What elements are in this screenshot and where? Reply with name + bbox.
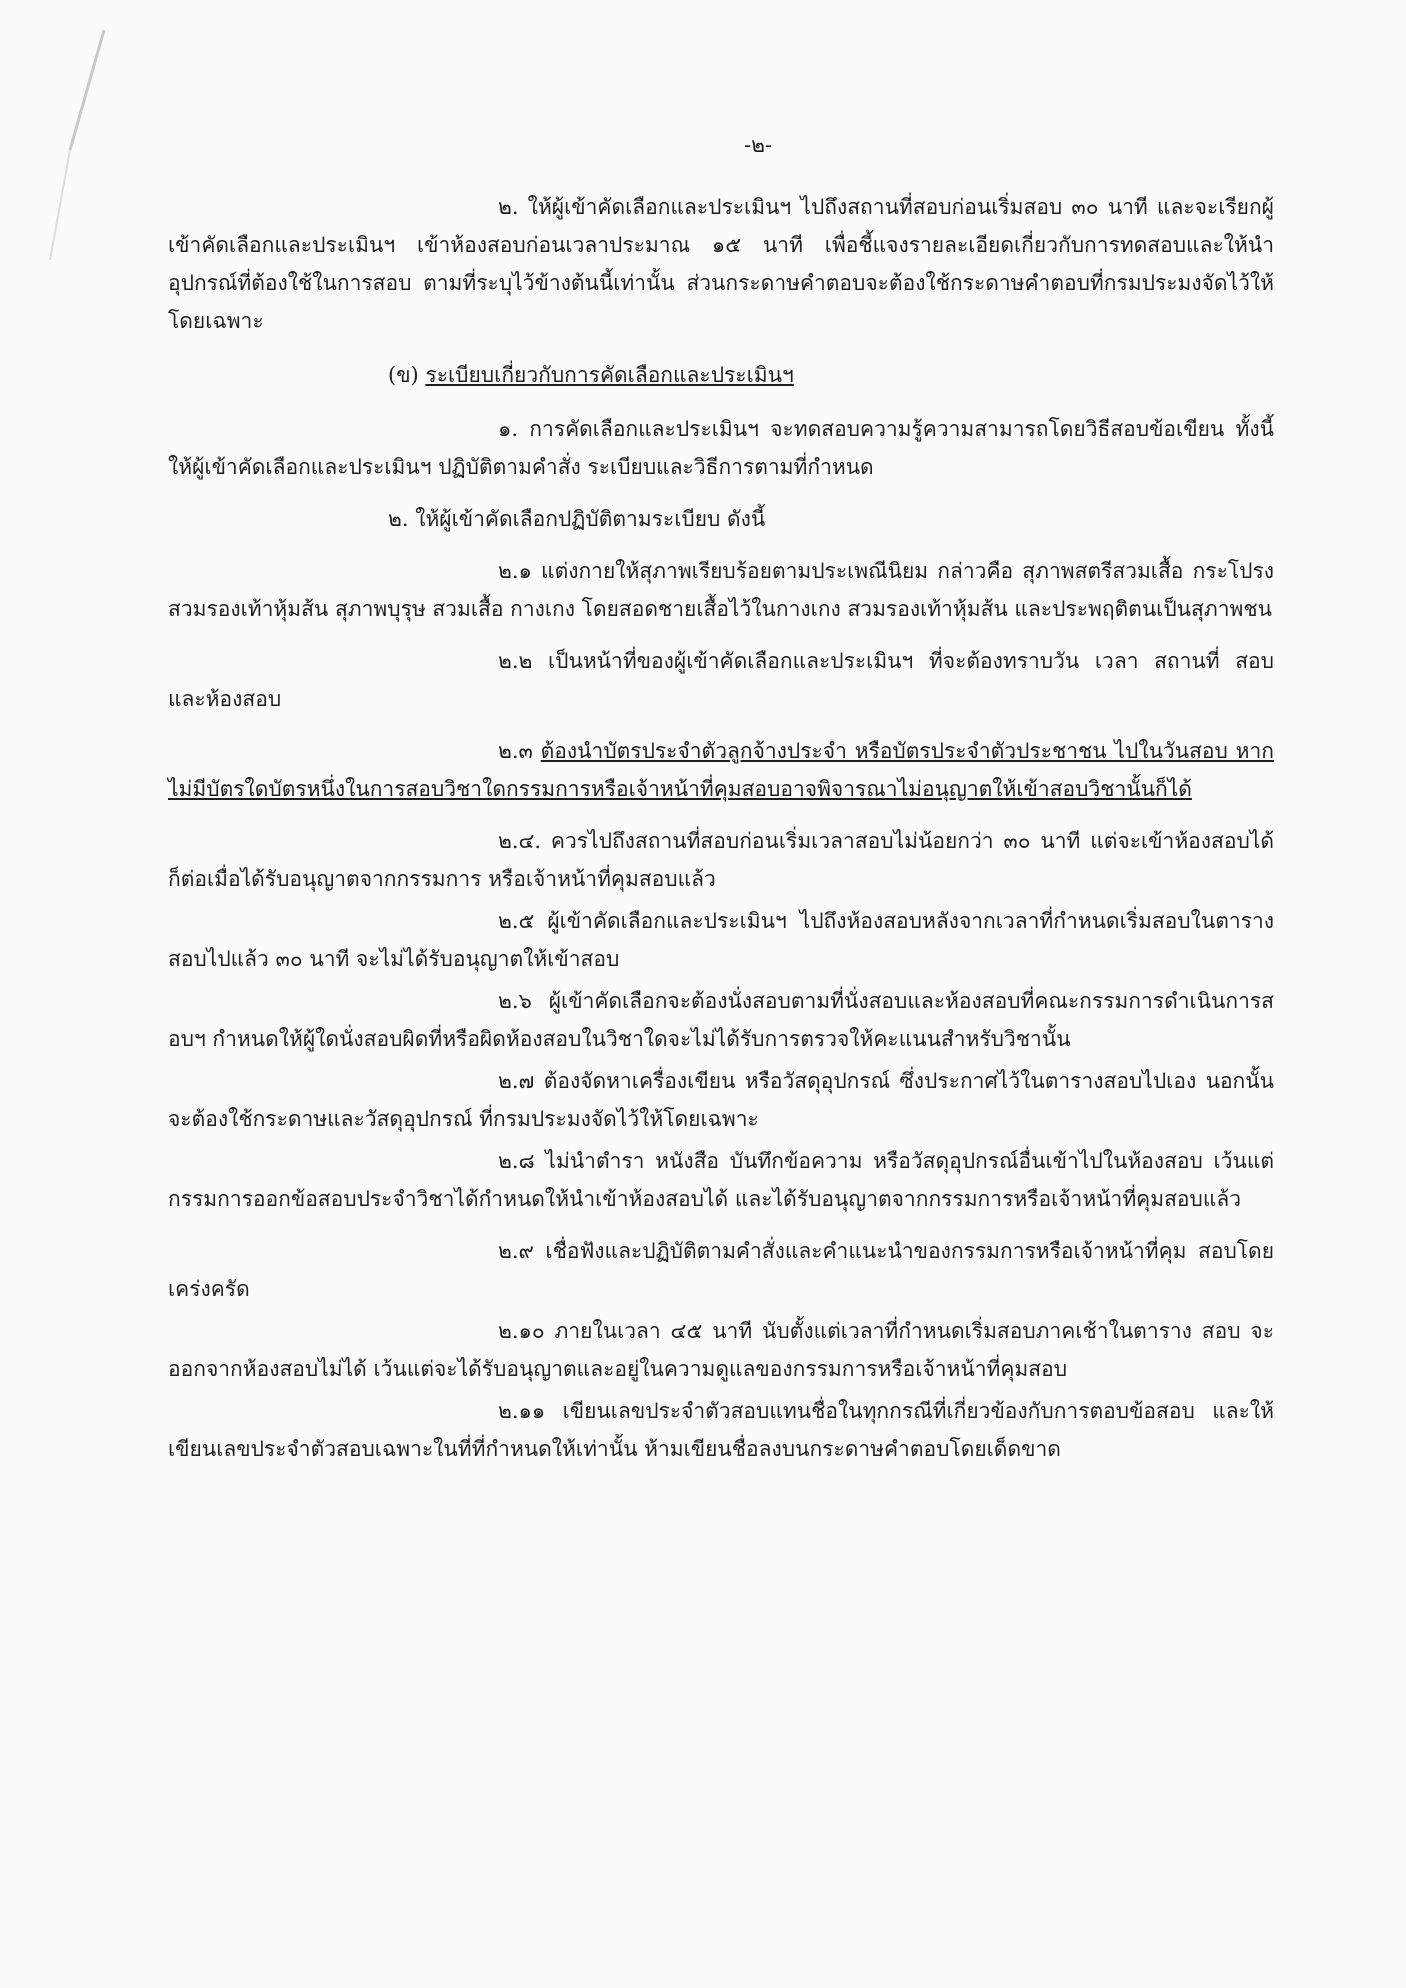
page-number: -๒- [743, 133, 773, 157]
rule-2-2: ๒.๒ เป็นหน้าที่ของผู้เข้าคัดเลือกและประเมินฯ ที่จะต้องทราบวัน เวลา สถานที่ สอบและห้องสอบ [168, 649, 1274, 711]
rule-2-4: ๒.๔. ควรไปถึงสถานที่สอบก่อนเริ่มเวลาสอบไม่น้อยกว่า ๓๐ นาที แต่จะเข้าห้องสอบได้ก็ต่อเมื่อได้รับอนุญาตจากกรรมการ หรือเจ้าหน้าที่คุมสอบแล้ว [168, 829, 1274, 891]
paragraph-arrival: ๒. ให้ผู้เข้าคัดเลือกและประเมินฯ ไปถึงสถานที่สอบก่อนเริ่มสอบ ๓๐ นาที และจะเรียกผู้เข้าคัดเลือกและประเมินฯ เข้าห้องสอบก่อนเวลาประมาณ ๑๕ นาที เพื่อชี้แจงรายละเอียดเกี่ยวกับการทดสอบและให้นำอุปกรณ์ที่ต้องใช้ในการสอบ ตามที่ระบุไว้ข้างต้นนี้เท่านั้น ส่วนกระดาษคำตอบจะต้องใช้กระดาษคำตอบที่กรมประมงจัดไว้ให้โดยเฉพาะ [168, 195, 1274, 333]
section-heading-b [168, 356, 1274, 394]
section-title: ระเบียบเกี่ยวกับการคัดเลือกและประเมินฯ [425, 363, 794, 387]
rule-2-6: ๒.๖ ผู้เข้าคัดเลือกจะต้องนั่งสอบตามที่นั่งสอบและห้องสอบที่คณะกรรมการดำเนินการสอบฯ กำหนดให้ผู้ใดนั่งสอบผิดที่หรือผิดห้องสอบในวิชาใดจะไม่ได้รับการตรวจให้คะแนนสำหรับวิชานั้น [168, 989, 1274, 1051]
rule-2-9: ๒.๙ เชื่อฟังและปฏิบัติตามคำสั่งและคำแนะนำของกรรมการหรือเจ้าหน้าที่คุม สอบโดยเคร่งครัด [168, 1239, 1274, 1301]
rule-2-3-number: ๒.๓ [498, 739, 533, 763]
rule-2-3 [168, 732, 1274, 808]
rule-2: ๒. ให้ผู้เข้าคัดเลือกปฏิบัติตามระเบียบ ดังนี้ [388, 507, 766, 531]
rule-2-1: ๒.๑ แต่งกายให้สุภาพเรียบร้อยตามประเพณีนิยม กล่าวคือ สุภาพสตรีสวมเสื้อ กระโปรง สวมรองเท้าหุ้มส้น สุภาพบุรุษ สวมเสื้อ กางเกง โดยสอดชายเสื้อไว้ในกางเกง สวมรองเท้าหุ้มส้น และประพฤติตนเป็นสุภาพชน [168, 559, 1274, 621]
rule-2-8: ๒.๘ ไม่นำตำรา หนังสือ บันทึกข้อความ หรือวัสดุอุปกรณ์อื่นเข้าไปในห้องสอบ เว้นแต่กรรมการออกข้อสอบประจำวิชาได้กำหนดให้นำเข้าห้องสอบได้ และได้รับอนุญาตจากกรรมการหรือเจ้าหน้าที่คุมสอบแล้ว [168, 1149, 1274, 1211]
rule-2-3-text: ต้องนำบัตรประจำตัวลูกจ้างประจำ หรือบัตรประจำตัวประชาชน ไปในวันสอบ หากไม่มีบัตรใดบัตรหนึ่งในการสอบวิชาใดกรรมการหรือเจ้าหน้าที่คุมสอบอาจพิจารณาไม่อนุญาตให้เข้าสอบวิชานั้นก็ได้ [168, 739, 1274, 801]
rule-2-10: ๒.๑๐ ภายในเวลา ๔๕ นาที นับตั้งแต่เวลาที่กำหนดเริ่มสอบภาคเช้าในตาราง สอบ จะออกจากห้องสอบไม่ได้ เว้นแต่จะได้รับอนุญาตและอยู่ในความดูแลของกรรมการหรือเจ้าหน้าที่คุมสอบ [168, 1319, 1274, 1381]
document-body [168, 126, 1274, 1482]
rule-2-11: ๒.๑๑ เขียนเลขประจำตัวสอบแทนชื่อในทุกกรณีที่เกี่ยวข้องกับการตอบข้อสอบ และให้เขียนเลขประจำตัวสอบเฉพาะในที่ที่กำหนดให้เท่านั้น ห้ามเขียนชื่อลงบนกระดาษคำตอบโดยเด็ดขาด [168, 1399, 1274, 1461]
rule-2-7: ๒.๗ ต้องจัดหาเครื่องเขียน หรือวัสดุอุปกรณ์ ซึ่งประกาศไว้ในตารางสอบไปเอง นอกนั้นจะต้องใช้กระดาษและวัสดุอุปกรณ์ ที่กรมประมงจัดไว้ให้โดยเฉพาะ [168, 1069, 1274, 1131]
scan-page-edge [0, 0, 130, 1988]
rule-1: ๑. การคัดเลือกและประเมินฯ จะทดสอบความรู้ความสามารถโดยวิธีสอบข้อเขียน ทั้งนี้ ให้ผู้เข้าคัดเลือกและประเมินฯ ปฏิบัติตามคำสั่ง ระเบียบและวิธีการตามที่กำหนด [168, 417, 1274, 479]
rule-2-5: ๒.๕ ผู้เข้าคัดเลือกและประเมินฯ ไปถึงห้องสอบหลังจากเวลาที่กำหนดเริ่มสอบในตารางสอบไปแล้ว ๓๐ นาที จะไม่ได้รับอนุญาตให้เข้าสอบ [168, 909, 1274, 971]
section-prefix: (ข) [388, 363, 419, 387]
